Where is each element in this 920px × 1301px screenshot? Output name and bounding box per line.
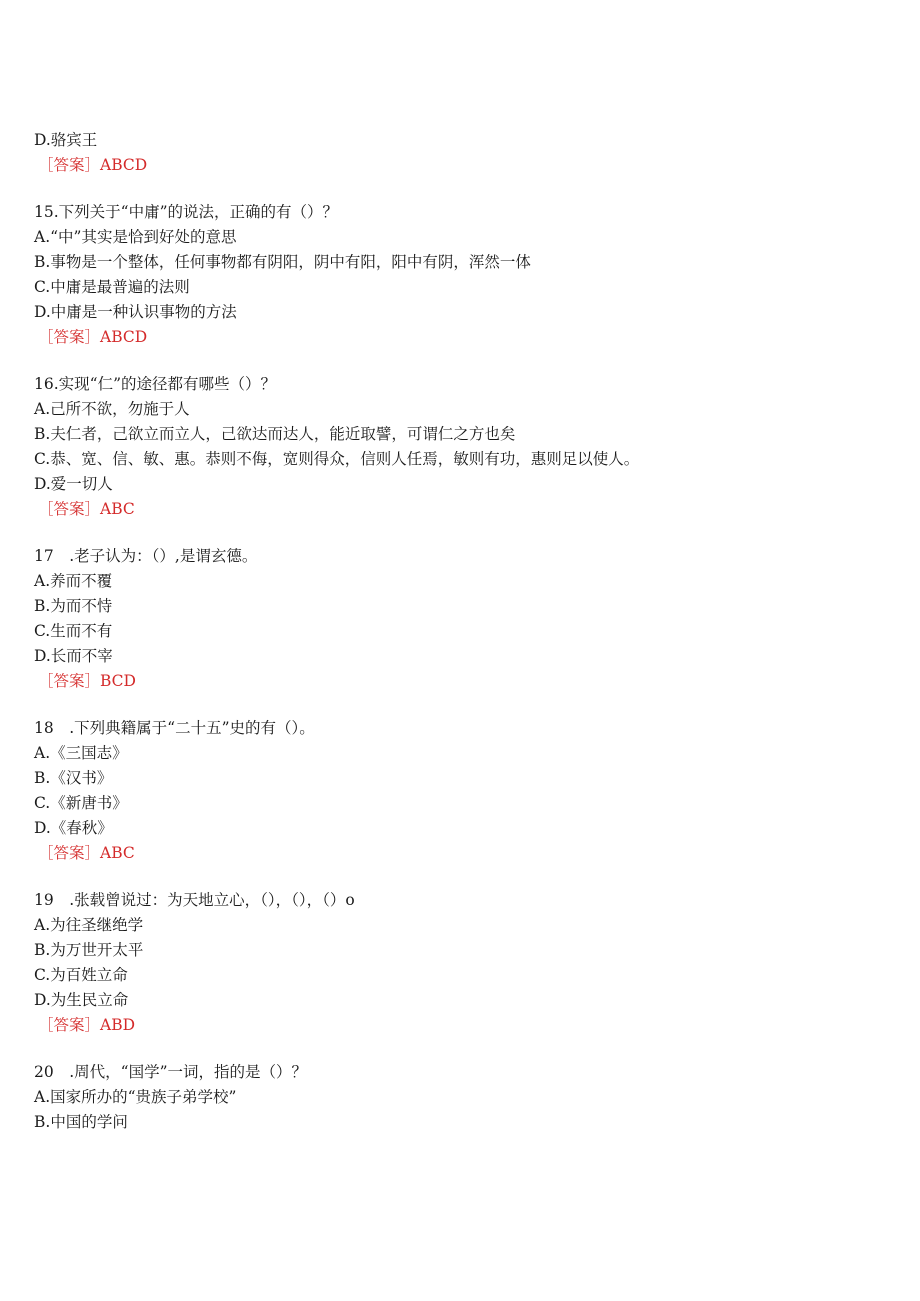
option-a: A.“中”其实是恰到好处的意思 bbox=[34, 228, 237, 246]
option-b: B.《汉书》 bbox=[34, 769, 113, 787]
option-d: D.骆宾王 bbox=[34, 131, 98, 149]
spacer bbox=[34, 866, 894, 888]
option-d: D.《春秋》 bbox=[34, 819, 113, 837]
question-block bbox=[34, 888, 894, 1060]
option-b: B.事物是一个整体，任何事物都有阴阳，阴中有阳，阳中有阴，浑然一体 bbox=[34, 253, 531, 271]
answer-line: ［答案］ABC bbox=[38, 500, 135, 518]
question-text: 17 .老子认为：（）,是谓玄德。 bbox=[34, 547, 258, 565]
spacer bbox=[34, 522, 894, 544]
answer-line: ［答案］ABCD bbox=[38, 328, 148, 346]
answer-line: ［答案］BCD bbox=[38, 672, 136, 690]
answer-line: ［答案］ABD bbox=[38, 1016, 136, 1034]
question-block bbox=[34, 200, 894, 372]
option-d: D.爱一切人 bbox=[34, 475, 113, 493]
answer-line: ［答案］ABC bbox=[38, 844, 135, 862]
question-text: 19 .张载曾说过：为天地立心，（），（），（）o bbox=[34, 891, 355, 909]
question-text: 15.下列关于“中庸”的说法，正确的有（）？ bbox=[34, 203, 338, 221]
option-c: C.恭、宽、信、敏、惠。恭则不侮，宽则得众，信则人任焉，敏则有功，惠则足以使人。 bbox=[34, 450, 640, 468]
option-b: B.为而不恃 bbox=[34, 597, 113, 615]
option-c: C.《新唐书》 bbox=[34, 794, 128, 812]
question-block bbox=[34, 1060, 894, 1135]
option-c: C.生而不有 bbox=[34, 622, 113, 640]
option-b: B.中国的学问 bbox=[34, 1113, 128, 1131]
option-b: B.为万世开太平 bbox=[34, 941, 144, 959]
option-b: B.夫仁者，己欲立而立人，己欲达而达人，能近取譬，可谓仁之方也矣 bbox=[34, 425, 516, 443]
option-a: A.养而不覆 bbox=[34, 572, 113, 590]
option-a: A.为往圣继绝学 bbox=[34, 916, 144, 934]
option-a: A.国家所办的“贵族子弟学校” bbox=[34, 1088, 237, 1106]
option-d: D.为生民立命 bbox=[34, 991, 129, 1009]
option-a: A.己所不欲，勿施于人 bbox=[34, 400, 190, 418]
question-text: 18 .下列典籍属于“二十五”史的有（）。 bbox=[34, 719, 315, 737]
option-a: A.《三国志》 bbox=[34, 744, 128, 762]
question-block bbox=[34, 372, 894, 544]
question-block bbox=[34, 716, 894, 888]
question-text: 20 .周代，“国学”一词，指的是（）？ bbox=[34, 1063, 307, 1081]
spacer bbox=[34, 694, 894, 716]
answer-line: ［答案］ABCD bbox=[38, 156, 148, 174]
spacer bbox=[34, 1038, 894, 1060]
question-list bbox=[34, 200, 894, 1135]
document-page bbox=[34, 128, 894, 1135]
question-text: 16.实现“仁”的途径都有哪些（）？ bbox=[34, 375, 276, 393]
option-d: D.中庸是一种认识事物的方法 bbox=[34, 303, 237, 321]
spacer bbox=[34, 178, 894, 200]
spacer bbox=[34, 350, 894, 372]
option-d: D.长而不宰 bbox=[34, 647, 113, 665]
option-c: C.中庸是最普遍的法则 bbox=[34, 278, 190, 296]
question-block bbox=[34, 544, 894, 716]
option-c: C.为百姓立命 bbox=[34, 966, 128, 984]
